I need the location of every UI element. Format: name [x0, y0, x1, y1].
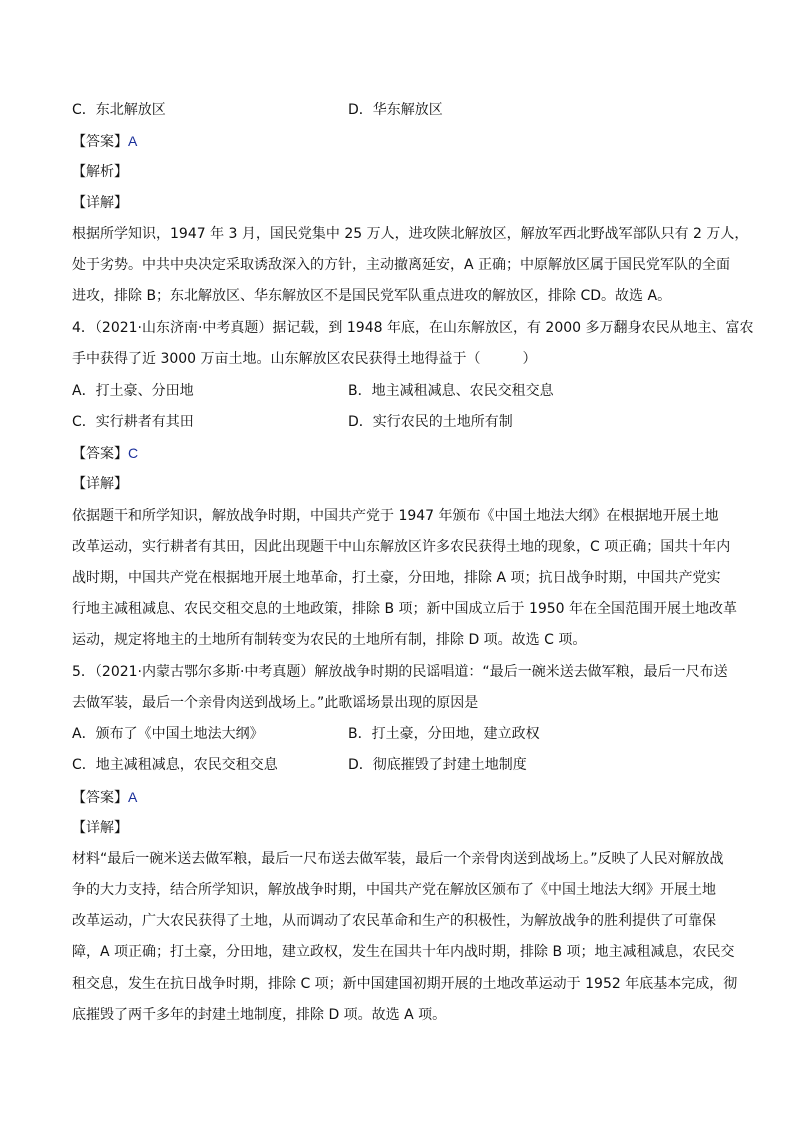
q5-detail-line: 底摧毁了两千多年的封建土地制度，排除 D 项。故选 A 项。 [72, 1007, 447, 1023]
q4-stem-line: 4．（2021·山东济南·中考真题）据记载，到 1948 年底，在山东解放区，有 2000 多万翻身农民从地主、富农 [72, 320, 754, 336]
q5-option-d: D．彻底摧毁了封建土地制度 [348, 757, 527, 773]
q4-option-c: C．实行耕者有其田 [72, 414, 194, 430]
q5-option-b: B．打土豪，分田地，建立政权 [348, 726, 540, 742]
q4-detail-line: 依据题干和所学知识，解放战争时期，中国共产党于 1947 年颁布《中国土地法大纲》在根据地开展土地 [72, 508, 719, 524]
q5-stem-line: 去做军装，最后一个亲骨肉送到战场上。”此歌谣场景出现的原因是 [72, 695, 479, 711]
answer-tag: 【答案】 [72, 790, 128, 806]
q3-detail-line: 进攻，排除 B；东北解放区、华东解放区不是国民党军队重点进攻的解放区，排除 CD。故选 A。 [72, 288, 672, 304]
answer-value: C [128, 445, 139, 461]
q5-detail-line: 争的大力支持，结合所学知识，解放战争时期，中国共产党在解放区颁布了《中国土地法大纲》开展土地 [72, 882, 716, 898]
q3-option-d: D．华东解放区 [348, 102, 443, 118]
q4-detail-line: 行地主减租减息、农民交租交息的土地政策，排除 B 项；新中国成立后于 1950 年在全国范围开展土地改革 [72, 601, 738, 617]
answer-value: A [128, 789, 138, 805]
q4-option-a: A．打土豪、分田地 [72, 383, 194, 399]
q5-answer [72, 787, 732, 808]
q5-stem-line: 5．（2021·内蒙古鄂尔多斯·中考真题）解放战争时期的民谣唱道：“最后一碗米送去做军粮，最后一尺布送 [72, 664, 728, 680]
q4-answer [72, 443, 732, 464]
q4-detail-line: 战时期，中国共产党在根据地开展土地革命，打土豪，分田地，排除 A 项；抗日战争时期，中国共产党实 [72, 570, 721, 586]
q5-detail-line: 改革运动，广大农民获得了土地，从而调动了农民革命和生产的积极性，为解放战争的胜利提供了可靠保 [72, 913, 716, 929]
q5-detail-line: 材料“最后一碗米送去做军粮，最后一尺布送去做军装，最后一个亲骨肉送到战场上。”反映了人民对解放战 [72, 851, 724, 867]
q4-detail-tag: 【详解】 [72, 476, 128, 492]
answer-value: A [128, 133, 138, 149]
q3-answer [72, 131, 732, 152]
q3-option-c: C．东北解放区 [72, 102, 166, 118]
q3-detail-line: 处于劣势。中共中央决定采取诱敌深入的方针，主动撤离延安，A 正确；中原解放区属于国民党军队的全面 [72, 257, 731, 273]
q4-detail-line: 改革运动，实行耕者有其田，因此出现题干中山东解放区许多农民获得土地的现象，C 项正确；国共十年内 [72, 539, 731, 555]
q5-option-a: A．颁布了《中国土地法大纲》 [72, 726, 264, 742]
q3-detail-tag: 【详解】 [72, 195, 128, 211]
q5-detail-line: 障，A 项正确；打土豪，分田地，建立政权，发生在国共十年内战时期，排除 B 项；地主减租减息，农民交 [72, 944, 735, 960]
q3-detail-line: 根据所学知识，1947 年 3 月，国民党集中 25 万人，进攻陕北解放区，解放军西北野战军部队只有 2 万人， [72, 226, 749, 242]
q5-option-c: C．地主减租减息，农民交租交息 [72, 757, 278, 773]
answer-tag: 【答案】 [72, 446, 128, 462]
q3-analysis-tag: 【解析】 [72, 164, 128, 180]
answer-tag: 【答案】 [72, 134, 128, 150]
q4-option-b: B．地主减租减息、农民交租交息 [348, 383, 554, 399]
q5-detail-line: 租交息，发生在抗日战争时期，排除 C 项；新中国建国初期开展的土地改革运动于 1952 年底基本完成，彻 [72, 976, 738, 992]
q5-detail-tag: 【详解】 [72, 820, 128, 836]
q4-option-d: D．实行农民的土地所有制 [348, 414, 513, 430]
q4-detail-line: 运动，规定将地主的土地所有制转变为农民的土地所有制，排除 D 项。故选 C 项。 [72, 632, 587, 648]
q4-stem-line: 手中获得了近 3000 万亩土地。山东解放区农民获得土地得益于（ ） [72, 351, 537, 367]
